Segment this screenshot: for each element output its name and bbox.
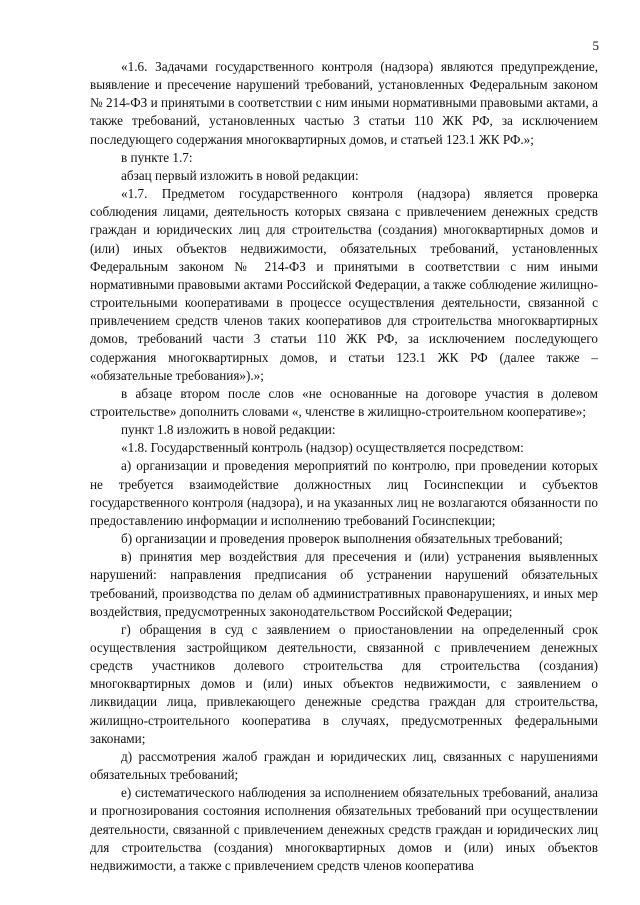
page-number: 5 — [592, 38, 599, 53]
paragraph-item-1-7-heading: в пункте 1.7: — [121, 149, 193, 165]
list-item-a: а) организации и проведения мероприятий по контролю, при проведении которых не требуется взаимодействие должностных лиц Госинспекции и субъектов государственного контроля (надзора), и на указанных лиц не возлагаются обязанности по предоставлению информации и исполнению требований Госинспекции; — [90, 458, 598, 528]
paragraph-first-abzac-instruction: абзац первый изложить в новой редакции: — [121, 167, 359, 183]
list-item-b: б) организации и проведения проверок выполнения обязательных требований; — [121, 531, 563, 547]
list-item-g: г) обращения в суд с заявлением о приостановлении на определенный срок осуществления застройщиком деятельности, связанной с привлечением денежных средств участников долевого строительства для строительства (создания) многоквартирных домов и (или) иных объектов недвижимости, с заявлением о ликвидации лица, привлекающего денежные средства граждан для строительства, жилищно-строительного кооператива в случаях, предусмотренных федеральными законами; — [90, 621, 598, 746]
paragraph-item-1-8-instruction: пункт 1.8 изложить в новой редакции: — [121, 422, 336, 438]
paragraph-1-6: «1.6. Задачами государственного контроля (надзора) являются предупреждение, выявление и пресечение нарушений требований, установленных Федеральным законом № 214-ФЗ и принятыми в соответствии с ним иными нормативными правовыми актами, а также требований, установленных частью 3 статьи 110 ЖК РФ, за исключением последующего содержания многоквартирных домов, и статьей 123.1 ЖК РФ.»; — [90, 59, 598, 147]
paragraph-second-abzac-amendment: в абзаце втором после слов «не основанные на договоре участия в долевом строительстве» дополнить словами «, членстве в жилищно-строительном кооперативе»; — [90, 385, 598, 419]
paragraph-1-7: «1.7. Предметом государственного контроля (надзора) является проверка соблюдения лицами, деятельность которых связана с привлечением денежных средств граждан и юридических лиц для строительства (создания) многоквартирных домов и (или) иных объектов недвижимости, обязательных требований, установленных Федеральным законом № 214-ФЗ и принятыми в соответствии с ним иными нормативными правовыми актами Российской Федерации, а также соблюдение жилищно-строительными кооперативами в процессе осуществления деятельности, связанной с привлечением средств членов таких кооперативов для строительства многоквартирных домов, требований части 3 статьи 110 ЖК РФ, за исключением последующего содержания многоквартирных домов, и статьи 123.1 ЖК РФ (далее также – «обязательные требования»).»; — [90, 186, 598, 383]
list-item-v: в) принятия мер воздействия для пресечения и (или) устранения выявленных нарушений: направления предписания об устранении нарушений обязательных требований, производства по делам об административных правонарушениях, и иных мер воздействия, предусмотренных законодательством Российской Федерации; — [90, 549, 598, 619]
paragraph-1-8: «1.8. Государственный контроль (надзор) осуществляется посредством: — [121, 440, 524, 456]
list-item-e: е) систематического наблюдения за исполнением обязательных требований, анализа и прогнозирования состояния исполнения обязательных требований при осуществлении деятельности, связанной с привлечением денежных средств граждан и юридических лиц для строительства (создания) многоквартирных домов и (или) иных объектов недвижимости, а также с привлечением средств членов кооператива — [90, 785, 598, 873]
list-item-d: д) рассмотрения жалоб граждан и юридических лиц, связанных с нарушениями обязательных требований; — [90, 748, 598, 783]
document-body — [90, 58, 598, 875]
